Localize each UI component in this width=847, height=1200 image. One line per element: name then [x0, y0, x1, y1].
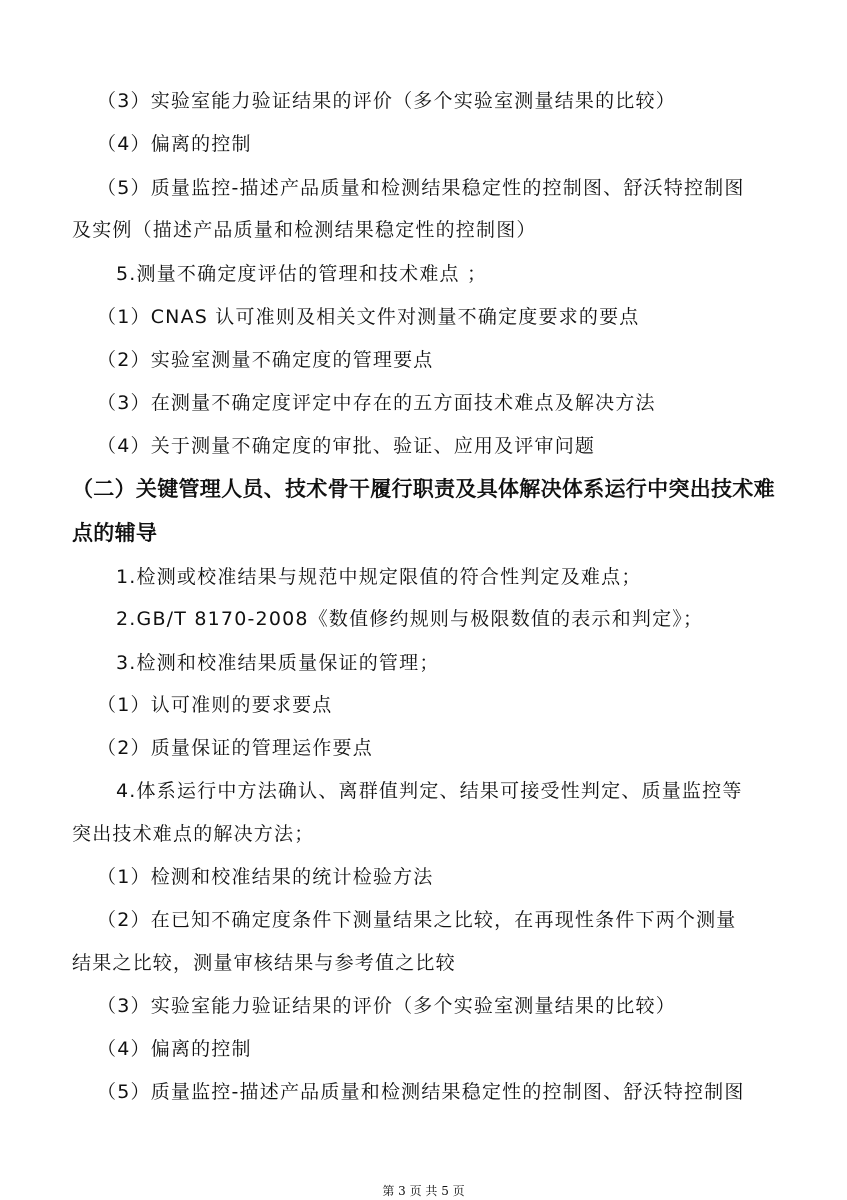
item-line-12: 1.检测或校准结果与规范中规定限值的符合性判定及难点； [116, 566, 642, 588]
item-line-16: （2）质量保证的管理运作要点 [97, 737, 373, 759]
section-heading-line-2: 点的辅导 [72, 520, 158, 545]
item-line-23: （4）偏离的控制 [97, 1038, 252, 1060]
item-line-14: 3.检测和校准结果质量保证的管理； [116, 652, 440, 674]
page-footer: 第 3 页 共 5 页 [382, 1184, 465, 1198]
item-line-9: （4）关于测量不确定度的审批、验证、应用及评审问题 [97, 435, 596, 457]
item-line-22: （3）实验室能力验证结果的评价（多个实验室测量结果的比较） [97, 995, 676, 1017]
item-line-15: （1）认可准则的要求要点 [97, 694, 333, 716]
item-line-1: （3）实验室能力验证结果的评价（多个实验室测量结果的比较） [97, 90, 676, 112]
item-line-17: 4.体系运行中方法确认、离群值判定、结果可接受性判定、质量监控等 [116, 780, 743, 802]
item-line-5: 5.测量不确定度评估的管理和技术难点 ； [116, 263, 488, 285]
item-line-7: （2）实验室测量不确定度的管理要点 [97, 349, 434, 371]
item-line-20: （2）在已知不确定度条件下测量结果之比较，在再现性条件下两个测量 [97, 909, 737, 931]
item-line-3: （5）质量监控-描述产品质量和检测结果稳定性的控制图、舒沃特控制图 [97, 177, 745, 199]
item-line-18: 突出技术难点的解决方法； [72, 823, 315, 845]
item-line-13: 2.GB/T 8170-2008《数值修约规则与极限数值的表示和判定》； [116, 608, 704, 630]
item-line-2: （4）偏离的控制 [97, 133, 252, 155]
item-line-24: （5）质量监控-描述产品质量和检测结果稳定性的控制图、舒沃特控制图 [97, 1081, 745, 1103]
item-line-4: 及实例（描述产品质量和检测结果稳定性的控制图） [72, 219, 537, 241]
item-line-21: 结果之比较，测量审核结果与参考值之比较 [72, 952, 456, 974]
section-heading-line-1: （二）关键管理人员、技术骨干履行职责及具体解决体系运行中突出技术难 [72, 476, 775, 501]
item-line-8: （3）在测量不确定度评定中存在的五方面技术难点及解决方法 [97, 392, 656, 414]
item-line-19: （1）检测和校准结果的统计检验方法 [97, 866, 434, 888]
item-line-6: （1）CNAS 认可准则及相关文件对测量不确定度要求的要点 [97, 306, 640, 328]
